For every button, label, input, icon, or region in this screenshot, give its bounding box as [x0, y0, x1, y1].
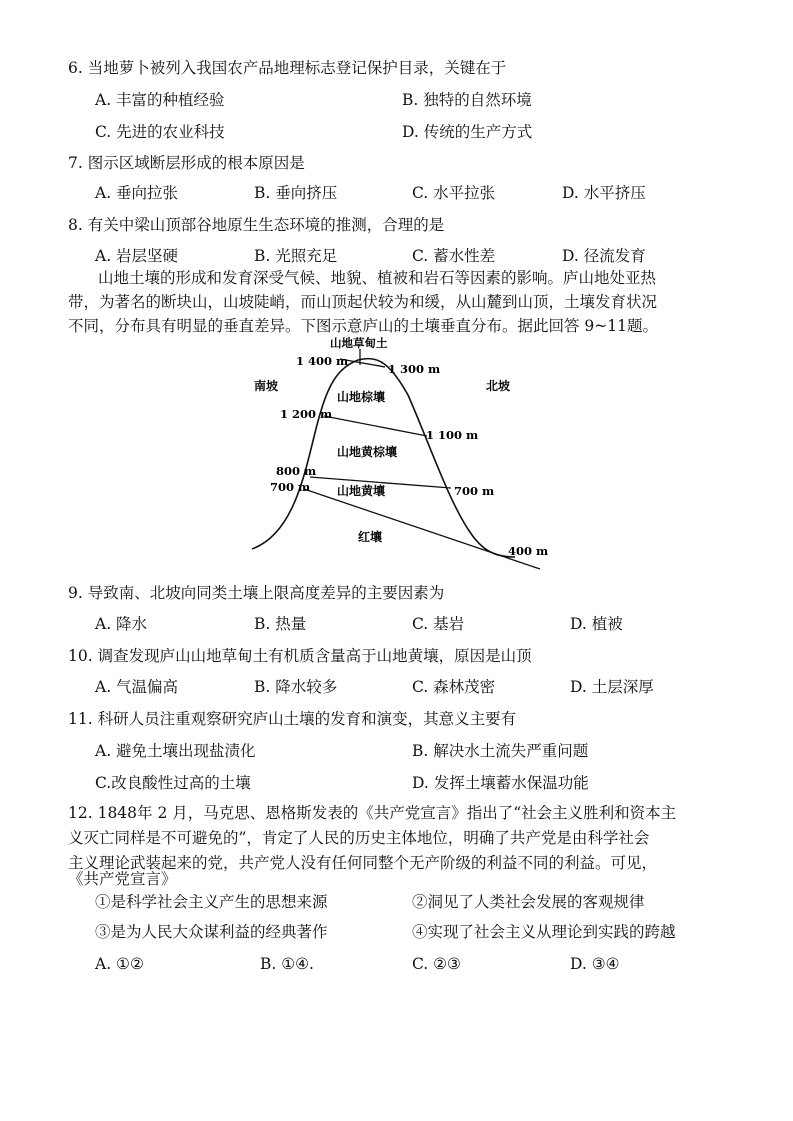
passage-line-1: 山地土壤的形成和发育深受气候、地貌、植被和岩石等因素的影响。庐山地处亚热: [98, 269, 657, 287]
question-7-stem: 7. 图示区域断层形成的根本原因是: [68, 154, 305, 172]
north-height-1100: 1 100 m: [426, 428, 479, 442]
q10-option-c: C. 森林茂密: [412, 678, 496, 696]
q7-option-a: A. 垂向拉张: [95, 184, 179, 202]
q12-item-4: ④实现了社会主义从理论到实践的跨越: [412, 923, 676, 941]
q7-option-c: C. 水平拉张: [412, 184, 496, 202]
q10-option-b: B. 降水较多: [254, 678, 338, 696]
label-meadow-soil: 山地草甸土: [330, 336, 388, 350]
south-height-800: 800 m: [276, 464, 317, 478]
question-11-stem: 11. 科研人员注重观察研究庐山土壤的发育和演变，其意义主要有: [68, 710, 517, 728]
q8-option-d: D. 径流发育: [562, 247, 646, 265]
zone-brown-soil: 山地棕壤: [337, 390, 386, 404]
q9-option-b: B. 热量: [254, 615, 307, 633]
question-12-line-3: 主义理论武装起来的党，共产党人没有任何同整个无产阶级的利益不同的利益。可见，: [68, 854, 658, 872]
passage-line-3: 不同，分布具有明显的垂直差异。下图示意庐山的土壤垂直分布。据此回答 9~11题。: [68, 317, 659, 335]
soil-vertical-distribution-figure: [240, 335, 550, 575]
q10-option-d: D. 土层深厚: [570, 678, 654, 696]
q12-option-c: C. ②③: [412, 955, 461, 973]
question-12-line-1: 12. 1848年 2 月，马克思、恩格斯发表的《共产党宣言》指出了“社会主义胜利和资本主: [68, 804, 677, 822]
q9-option-d: D. 植被: [570, 615, 623, 633]
q9-option-c: C. 基岩: [412, 615, 465, 633]
south-height-1400: 1 400 m: [296, 354, 349, 368]
q6-option-a: A. 丰富的种植经验: [95, 91, 225, 109]
q11-option-b: B. 解决水土流失严重问题: [412, 742, 589, 760]
zone-red-soil: 红壤: [358, 530, 383, 544]
q8-option-a: A. 岩层坚硬: [95, 247, 179, 265]
q11-option-d: D. 发挥土壤蓄水保温功能: [412, 774, 589, 792]
north-height-1300: 1 300 m: [388, 362, 441, 376]
question-12-line-4: 《共产党宣言》: [68, 870, 177, 888]
south-height-1200: 1 200 m: [280, 407, 333, 421]
q10-option-a: A. 气温偏高: [95, 678, 179, 696]
north-height-400: 400 m: [508, 544, 549, 558]
q12-item-2: ②洞见了人类社会发展的客观规律: [412, 893, 645, 911]
q11-option-a: A. 避免土壤出现盐渍化: [95, 742, 256, 760]
q8-option-b: B. 光照充足: [254, 247, 338, 265]
label-north-slope: 北坡: [486, 379, 511, 393]
passage-line-2: 带，为著名的断块山，山坡陡峭，而山顶起伏较为和缓，从山麓到山顶，土壤发育状况: [68, 293, 658, 311]
q6-option-d: D. 传统的生产方式: [402, 123, 533, 141]
q9-option-a: A. 降水: [95, 615, 148, 633]
q12-item-1: ①是科学社会主义产生的思想来源: [95, 893, 328, 911]
q6-option-b: B. 独特的自然环境: [402, 91, 532, 109]
question-9-stem: 9. 导致南、北坡向同类土壤上限高度差异的主要因素为: [68, 584, 445, 602]
q11-option-c: C.改良酸性过高的土壤: [95, 774, 251, 792]
label-south-slope: 南坡: [254, 379, 279, 393]
q12-option-a: A. ①②: [95, 955, 144, 973]
north-height-700: 700 m: [454, 484, 495, 498]
question-12-line-2: 义灭亡同样是不可避免的”，肯定了人民的历史主体地位，明确了共产党是由科学社会: [68, 829, 650, 847]
q8-option-c: C. 蓄水性差: [412, 247, 496, 265]
q12-item-3: ③是为人民大众谋利益的经典著作: [95, 923, 328, 941]
q12-option-d: D. ③④: [570, 955, 620, 973]
q7-option-b: B. 垂向挤压: [254, 184, 338, 202]
q6-option-c: C. 先进的农业科技: [95, 123, 225, 141]
q7-option-d: D. 水平挤压: [562, 184, 646, 202]
q12-option-b: B. ①④.: [260, 955, 314, 973]
south-height-700: 700 m: [270, 480, 311, 494]
zone-yellow-brown-soil: 山地黄棕壤: [337, 445, 398, 459]
zone-yellow-soil: 山地黄壤: [337, 484, 386, 498]
question-8-stem: 8. 有关中梁山顶部谷地原生生态环境的推测，合理的是: [68, 216, 445, 234]
question-10-stem: 10. 调查发现庐山山地草甸土有机质含量高于山地黄壤，原因是山顶: [68, 647, 532, 665]
question-6-stem: 6. 当地萝卜被列入我国农产品地理标志登记保护目录，关键在于: [68, 59, 507, 77]
